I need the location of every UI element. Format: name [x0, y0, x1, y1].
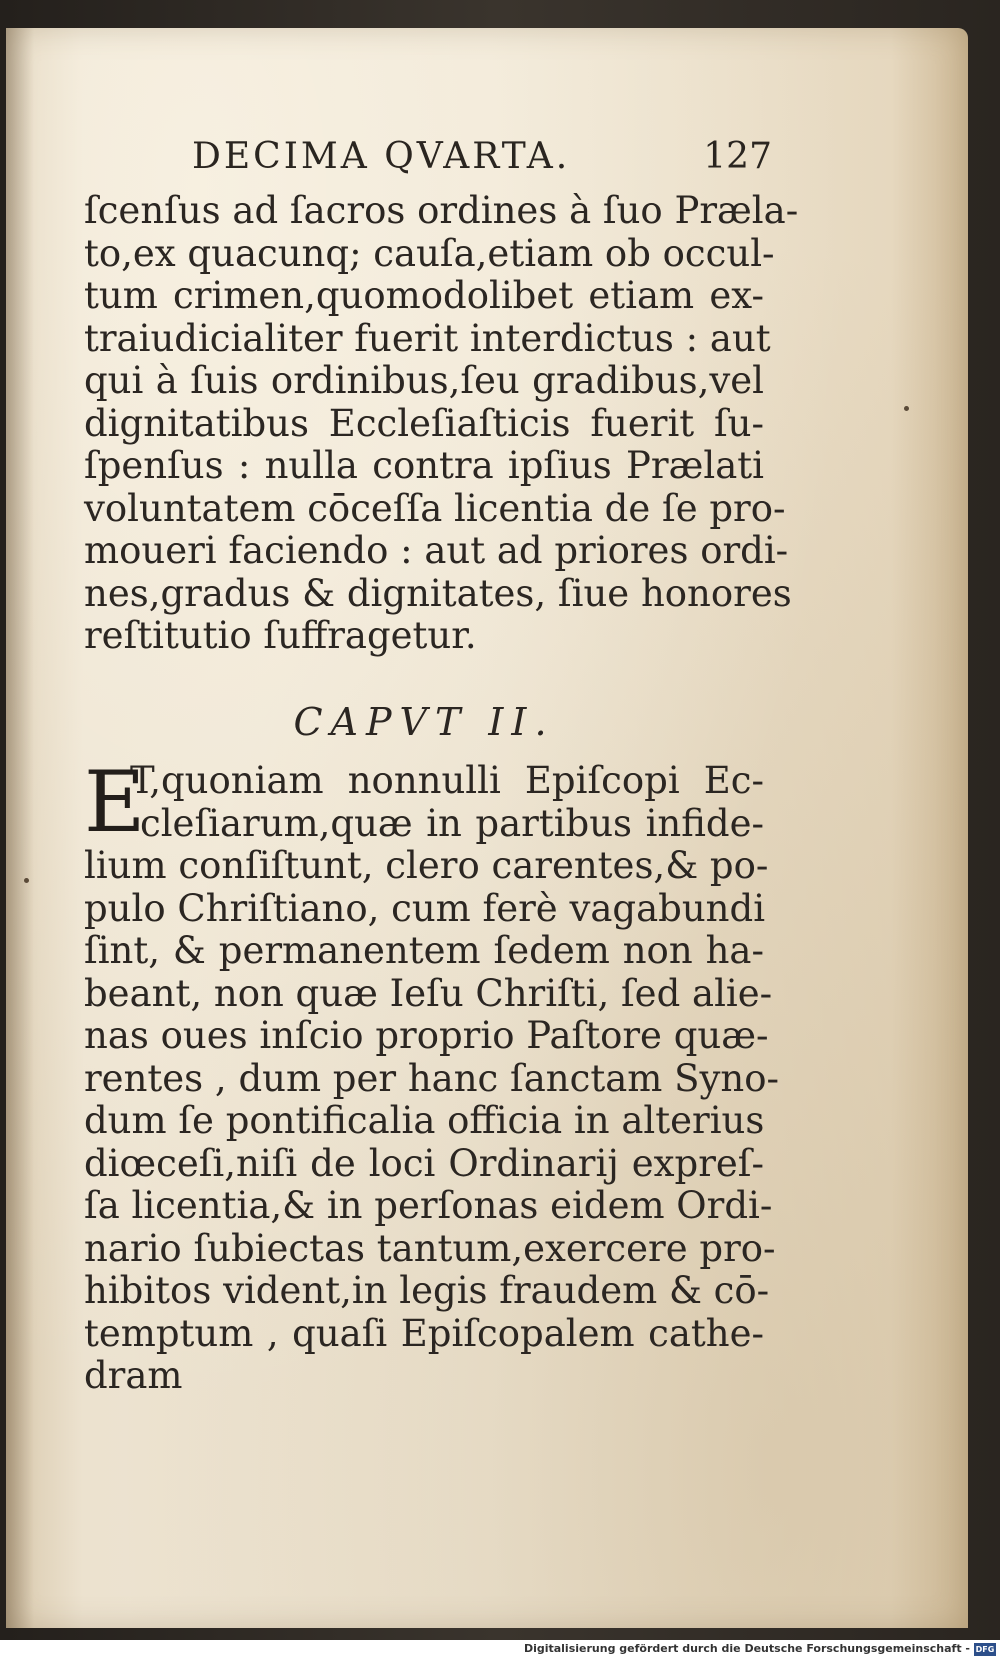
drop-cap: E	[84, 753, 146, 851]
paragraph-1	[84, 189, 799, 658]
text-line: nes,gradus & dignitates, ſiue honores	[84, 571, 792, 615]
text-block	[84, 189, 799, 1397]
paper-speck	[24, 878, 29, 883]
gutter-shadow	[6, 28, 34, 1628]
text-line: tum crimen,quomodolibet etiam ex-	[84, 274, 764, 317]
text-line: moueri faciendo : aut ad priores ordi-	[84, 529, 789, 572]
text-line: qui à ſuis ordinibus,ſeu gradibus,vel	[84, 359, 764, 402]
text-line: to,ex quacunq; cauſa,etiam ob occul-	[84, 231, 775, 275]
text-line: hibitos vident,in legis fraudem & cō-	[84, 1269, 770, 1312]
funding-credit: Digitalisierung gefördert durch die Deutsche Forschungsgemeinschaft -	[523, 1642, 970, 1655]
text-line: dignitatibus Eccleſiaſticis fuerit ſu-	[84, 401, 764, 445]
running-head: DECIMA QVARTA.	[192, 136, 571, 177]
text-line: ſpenſus : nulla contra ipſius Prælati	[84, 444, 764, 487]
paragraph-2	[84, 753, 779, 1398]
text-line: ſcenſus ad ſacros ordines à ſuo Præla-	[84, 189, 799, 232]
text-line: reſtitutio ſuffragetur.	[84, 614, 477, 657]
text-line: lium conſiſtunt, clero carentes,& po-	[84, 844, 769, 887]
text-line: rentes , dum per hanc ſanctam Syno-	[84, 1056, 779, 1100]
text-line: dum ſe pontificalia officia in alterius	[84, 1099, 765, 1142]
text-line: ſint, & permanentem ſedem non ha-	[84, 929, 764, 972]
text-line: cleſiarum,quæ in partibus infide-	[140, 801, 764, 845]
page-number: 127	[703, 136, 772, 177]
chapter-heading: CAPVT II.	[293, 700, 555, 744]
book-page	[6, 28, 968, 1628]
catchword: dram	[84, 1354, 183, 1397]
text-line: pulo Chriſtiano, cum ferè vagabundi	[84, 886, 766, 930]
text-line: beant, non quæ Ieſu Chriſti, ſed alie-	[84, 971, 773, 1015]
text-line: nario ſubiectas tantum,exercere pro-	[84, 1226, 776, 1270]
footer-bar	[0, 1640, 1000, 1660]
paper-speck	[904, 406, 909, 411]
text-line: voluntatem cōceſſa licentia de ſe pro-	[84, 486, 786, 530]
text-line-first: T,quoniam nonnulli Epiſcopi Ec-	[130, 759, 764, 802]
text-line: diœceſi,niſi de loci Ordinarij expreſ-	[84, 1141, 764, 1185]
page-header	[192, 136, 772, 182]
text-line: traiudicialiter fuerit interdictus : aut	[84, 316, 771, 360]
text-line: temptum , quaſi Epiſcopalem cathe-	[84, 1311, 764, 1355]
dfg-logo: DFG	[975, 1645, 995, 1654]
text-line: nas oues inſcio proprio Paſtore quæ-	[84, 1014, 769, 1057]
text-line	[84, 760, 764, 803]
text-line: ſa licentia,& in perſonas eidem Ordi-	[84, 1184, 773, 1227]
